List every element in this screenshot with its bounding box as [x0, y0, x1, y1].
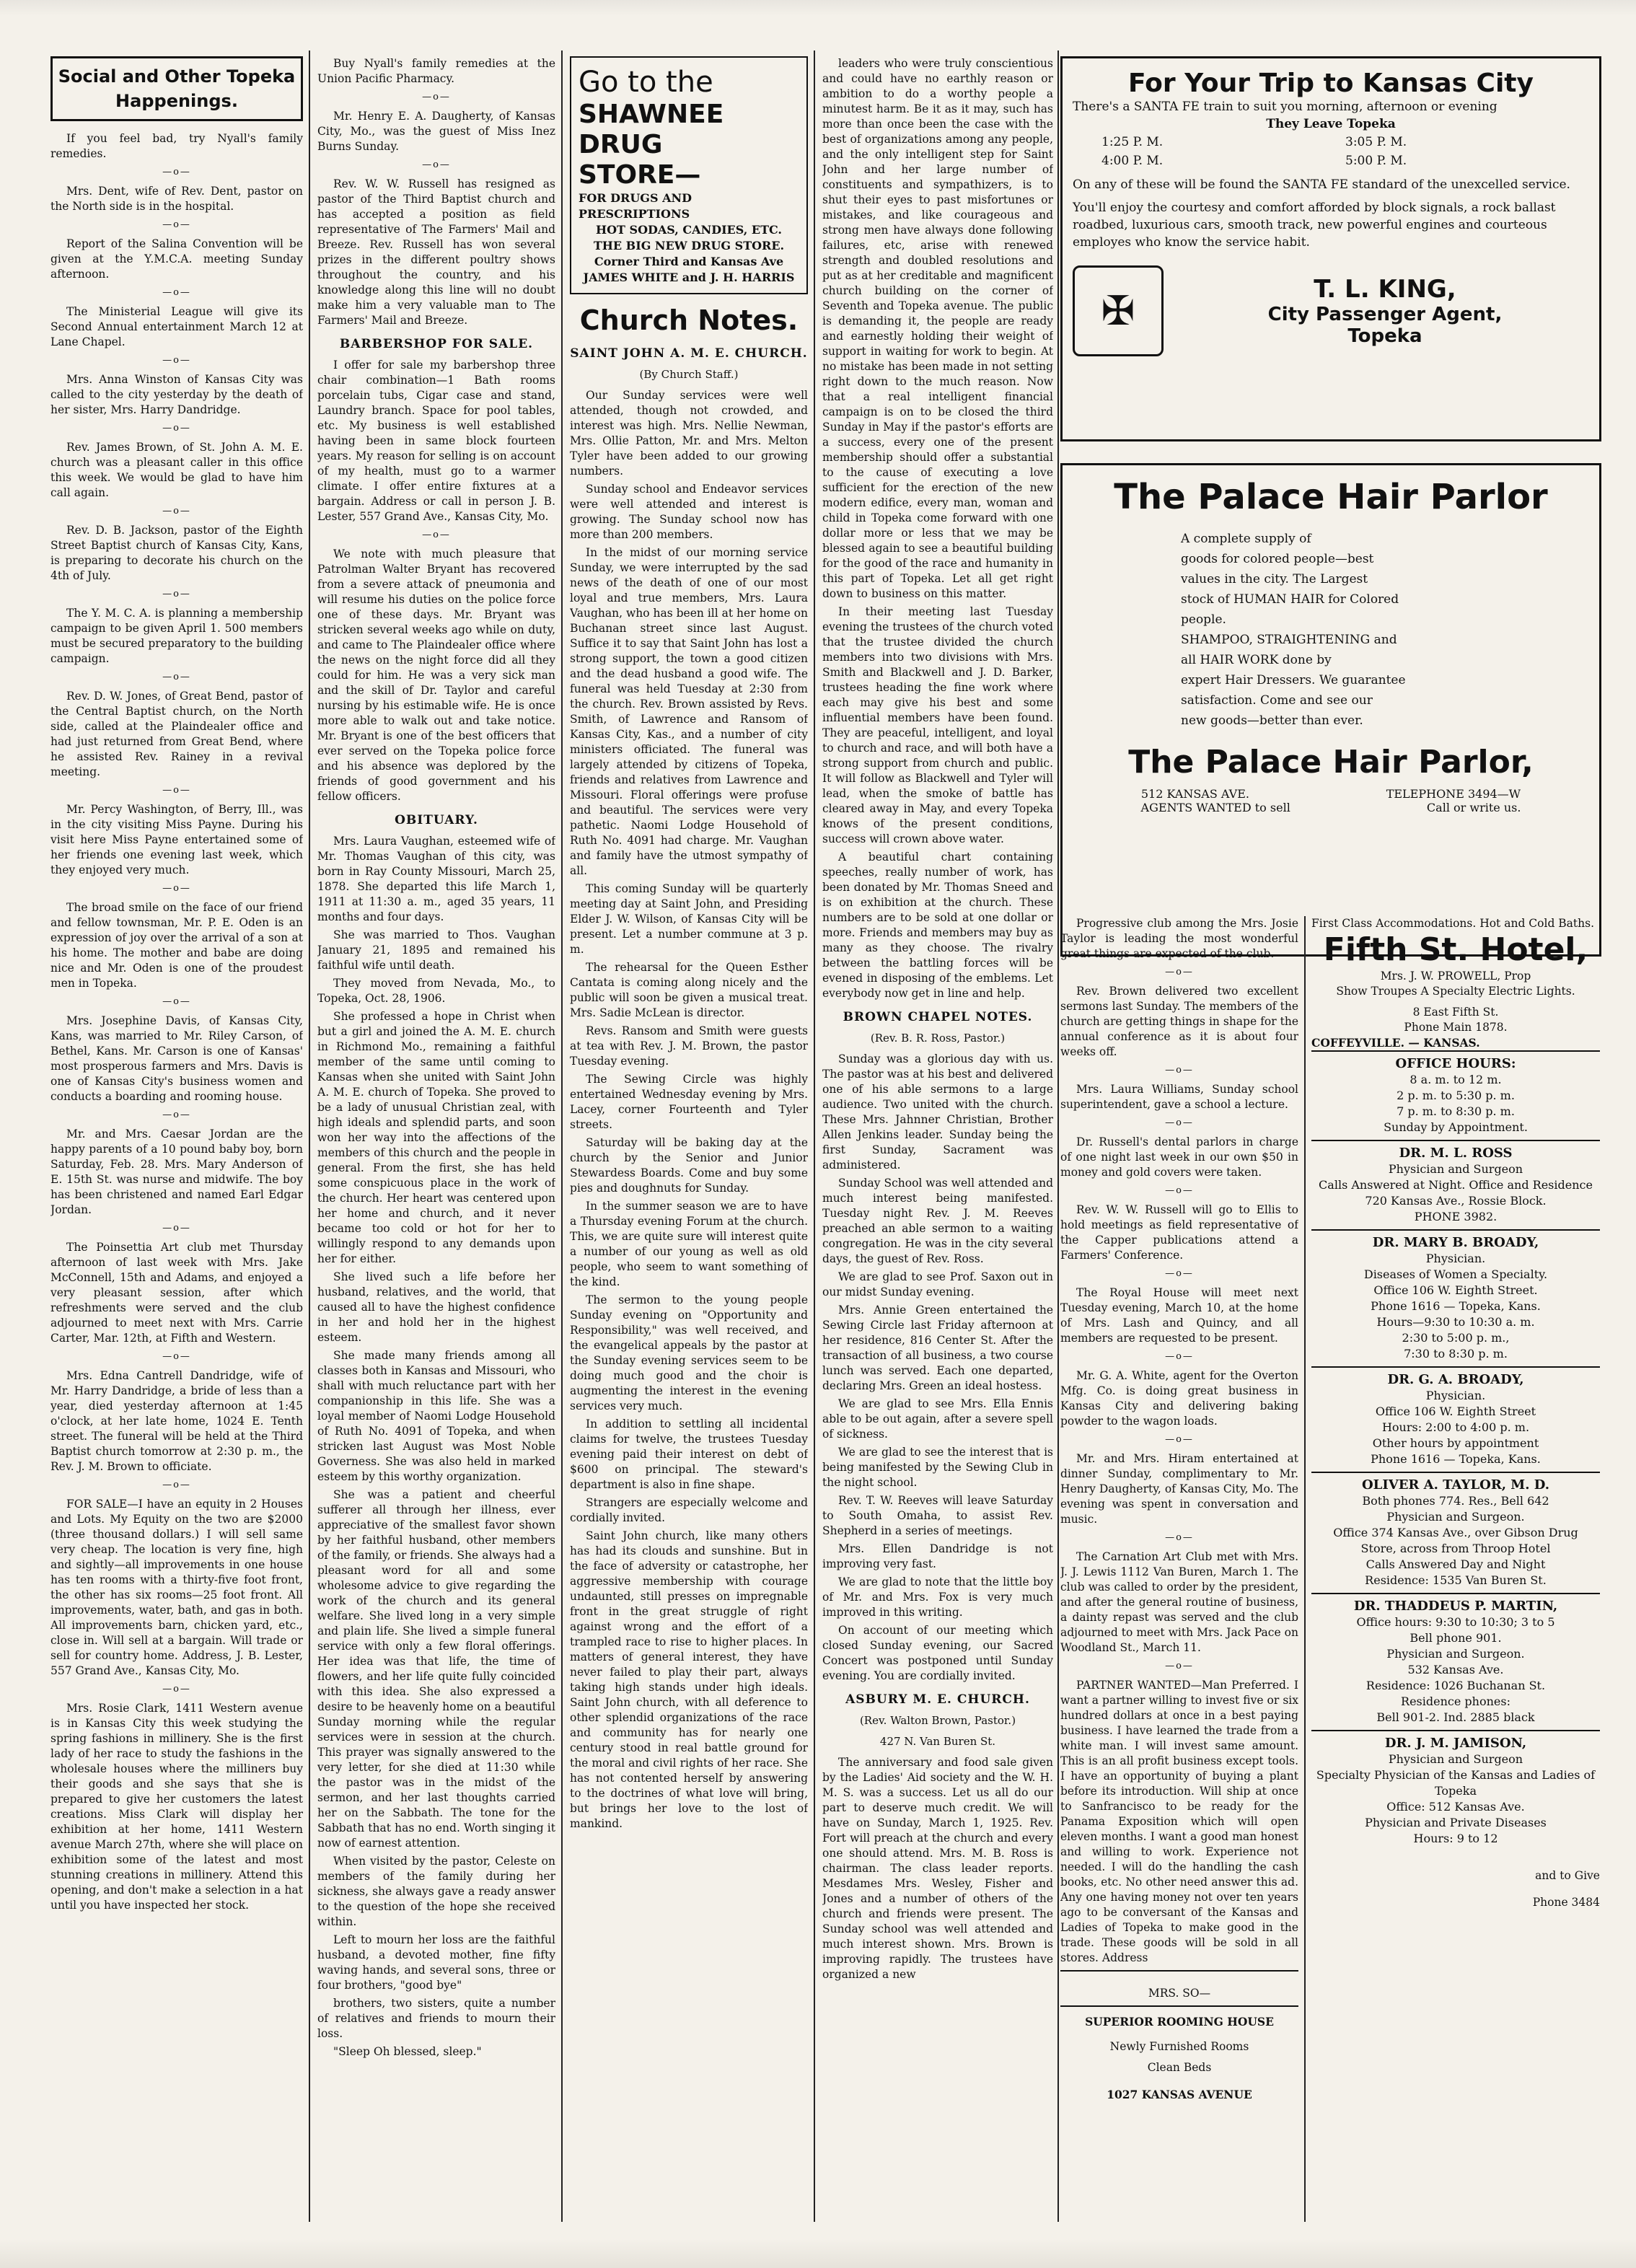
professional-card: [1311, 1366, 1600, 1472]
article-paragraph: Mrs. Rosie Clark, 1411 Western avenue is in Kansas City this week studying the spring fashions in millinery. She is the first lady of her race to study the fashions in the wholesale houses where the milliners buy their goods and she says that she is prepared to give her customers the latest creations. Miss Clark will display her exhibition at her home, 1411 Western avenue March 27th, where she will place on exhibition some of the latest and most stunning creations in millinery. Attend this opening, and don't make a selection in a hat until you have inspected her stock.: [50, 1702, 303, 1912]
bryant-article: We note with much pleasure that Patrolman Walter Bryant has recovered from a severe attack of pneumonia and will resume his duties on the police force one of these days. Mr. Bryant was stricken several weeks ago while on duty, and came to The Plaindealer office where the news on the night force did all they could for him. He was a very sick man and the skill of Dr. Taylor and careful nursing by his estimable wife. He is once more able to walk out and take notice. Mr. Bryant is one of the best officers that ever served on the Topeka police force and his absence was deplored by the friends of good government and his fellow officers.: [317, 548, 555, 803]
card-line: PHONE 3982.: [1414, 1210, 1498, 1223]
card-line: Bell 901-2. Ind. 2885 black: [1376, 1710, 1535, 1724]
card-heading: DR. THADDEUS P. MARTIN,: [1353, 1599, 1558, 1614]
hotel-city: COFFEYVILLE. — KANSAS.: [1311, 1036, 1480, 1050]
separator: —o—: [1165, 1661, 1194, 1671]
hotel-address: 8 East Fifth St.: [1412, 1006, 1499, 1019]
column-2: [317, 56, 555, 2213]
article-paragraph: brothers, two sisters, quite a number of relatives and friends to mourn their loss.: [317, 1997, 555, 2040]
article-paragraph: Dr. Russell's dental parlors in charge of one night last week in our own $50 in money and gold covers were taken.: [1060, 1135, 1298, 1179]
kc-agent-city: Topeka: [1347, 325, 1422, 347]
card-line: Physician and Surgeon.: [1386, 1647, 1525, 1661]
card-heading: DR. MARY B. BROADY,: [1372, 1235, 1539, 1250]
kc-ad-line3: You'll enjoy the courtesy and comfort afforded by block signals, a rock ballast roadbed, luxurious cars, smooth track, new powerful engines and courteous employes who know the service habit.: [1073, 201, 1556, 250]
article-paragraph: Our Sunday services were well attended, though not crowded, and interest was high. Mrs. Nellie Newman, Mrs. Ollie Patton, Mr. and Mrs. Melton Tyler have been added to our growing numbers.: [570, 389, 808, 478]
kc-schedule-time: 3:05 P. M.: [1345, 135, 1407, 149]
card-line: Calls Answered Day and Night: [1365, 1557, 1546, 1571]
card-line: Physician and Surgeon: [1388, 1752, 1523, 1766]
article-paragraph: Revs. Ransom and Smith were guests at tea with Rev. J. M. Brown, the pastor Tuesday evening.: [570, 1024, 808, 1068]
kc-ad-line1: There's a SANTA FE train to suit you morning, afternoon or evening: [1073, 100, 1498, 114]
article-paragraph: She professed a hope in Christ when but a girl and joined the A. M. E. church in Richmond Mo., remaining a faithful member of the same until coming to Kansas when she united with Saint John A. M. E. church of Topeka. She proved to be a lady of unusual Christian zeal, with high ideals and splendid parts, and soon won her way into the affections of the members of this church and the people in general. From the first, she has held some conspicuous place in the work of the church. Her heart was centered upon her home and church, and it never became too cold or hot for her to willingly respond to any demands upon her for either.: [317, 1010, 555, 1265]
column-rule-3: [814, 50, 815, 2222]
separator: —o—: [1165, 1065, 1194, 1076]
article-paragraph: PARTNER WANTED—Man Preferred. I want a partner willing to invest five or six hundred dollars at once in a best paying business. I have learned the trade from a white man. I will invest same amount. This is an all profit business except tools. I have an opportunity of buying a plant before its introduction. Will ship at once to Sanfrancisco to be ready for the Panama Exposition which will open eleven months. I want a good man honest and willing to work. Experience not needed. I will do the handling the cash books, etc. No other need answer this ad. Any one having money not over ten years ago to be conversant of the Kansas and Ladies of Topeka to make good in the trade. These goods will be sold in all stores. Address: [1060, 1679, 1298, 1964]
separator: —o—: [162, 1109, 191, 1120]
separator: —o—: [1165, 1268, 1194, 1279]
separator: —o—: [1165, 1351, 1194, 1362]
article-paragraph: Mr. G. A. White, agent for the Overton Mfg. Co. is doing great business in Kansas City and delivering baking powder to the wagon loads.: [1060, 1369, 1298, 1428]
column-rule-5: [1304, 916, 1306, 2222]
separator: —o—: [1165, 1117, 1194, 1128]
divider: [1060, 2005, 1298, 2007]
separator: —o—: [162, 883, 191, 894]
article-paragraph: Mr. and Mrs. Hiram entertained at dinner Sunday, complimentary to Mr. Henry Daugherty, of Kansas City, Mo. The evening was spent in conversation and music.: [1060, 1452, 1298, 1526]
card-line: Other hours by appointment: [1372, 1436, 1539, 1450]
hotel-first-class: First Class Accommodations. Hot and Cold Baths.: [1311, 917, 1595, 930]
article-paragraph: We are glad to see Mrs. Ella Ennis able to be out again, after a severe spell of sickness.: [822, 1397, 1053, 1441]
shawnee-for-drugs: FOR DRUGS AND PRESCRIPTIONS: [579, 191, 692, 221]
article-paragraph: Mrs. Josephine Davis, of Kansas City, Kans, was married to Mr. Riley Carson, of Bethel, Kans. Mr. Carson is one of Kansas' most prosperous farmers and Mrs. Davis is one of Kansas City's business women and conducts a boarding and rooming house.: [50, 1014, 303, 1103]
kc-schedule-time: 1:25 P. M.: [1101, 135, 1164, 149]
card-line: 532 Kansas Ave.: [1407, 1663, 1504, 1676]
card-line: Office 374 Kansas Ave., over Gibson Drug Store, across from Throop Hotel: [1333, 1526, 1578, 1555]
kansas-city-trip-ad: [1060, 56, 1601, 441]
article-paragraph: She was married to Thos. Vaughan January 21, 1895 and remained his faithful wife until death.: [317, 928, 555, 972]
rooming-house-address: 1027 KANSAS AVENUE: [1107, 2088, 1252, 2101]
page-top-edge: [0, 0, 1636, 16]
rooming-house-title: SUPERIOR ROOMING HOUSE: [1085, 2015, 1274, 2029]
card-line: 7 p. m. to 8:30 p. m.: [1397, 1104, 1515, 1118]
asbury-address: 427 N. Van Buren St.: [879, 1735, 996, 1748]
separator: —o—: [1165, 1434, 1194, 1445]
article-paragraph: Rev. W. W. Russell has resigned as pastor of the Third Baptist church and has accepted a position as field representative of The Farmers' Mail and Breeze. Rev. Russell has won several prizes in the different poultry shows throughout the country, and his knowledge along this line will no doubt make him a very valuable man to The Farmers' Mail and Breeze.: [317, 177, 555, 327]
column-rule-2: [561, 50, 563, 2222]
asbury-heading: ASBURY M. E. CHURCH.: [845, 1692, 1030, 1707]
palace-title-2: The Palace Hair Parlor,: [1128, 744, 1534, 781]
separator: —o—: [162, 785, 191, 796]
palace-title: The Palace Hair Parlor: [1114, 477, 1548, 517]
card-line: Specialty Physician of the Kansas and Ladies of Topeka: [1316, 1768, 1596, 1798]
article-paragraph: She lived such a life before her husband, relatives, and the world, that caused all to have the highest confidence in her and hold her in the highest esteem.: [317, 1270, 555, 1344]
obituary-articles: [317, 834, 555, 2060]
separator: —o—: [422, 159, 451, 170]
article-paragraph: Sunday School was well attended and much interest being manifested. Tuesday night Rev. J. M. Reeves preached an able sermon to a waiting congregation. He was in the city several days, the guest of Rev. Ross.: [822, 1177, 1053, 1265]
separator: —o—: [162, 672, 191, 682]
article-paragraph: "Sleep Oh blessed, sleep.": [333, 2045, 482, 2058]
st-john-byline: (By Church Staff.): [639, 368, 739, 381]
article-paragraph: If you feel bad, try Nyall's family remedies.: [50, 132, 303, 160]
article-paragraph: The Poinsettia Art club met Thursday afternoon of last week with Mrs. Jake McConnell, 15th and Adams, and enjoyed a very pleasant session, after which refreshments were served and the club adjourned to meet next with Mrs. Carrie Carter, Mar. 12th, at Fifth and Western.: [50, 1241, 303, 1345]
kc-schedule-time: 5:00 P. M.: [1345, 154, 1407, 168]
separator: —o—: [422, 92, 451, 102]
article-paragraph: The Royal House will meet next Tuesday evening, March 10, at the home of Mrs. Lash and Quincy, and all members are requested to be present.: [1060, 1286, 1298, 1345]
article-paragraph: In the summer season we are to have a Thursday evening Forum at the church. This, we are quite sure will interest quite a number of our young as well as old people, who seem to want something of the kind.: [570, 1200, 808, 1288]
article-paragraph: The broad smile on the face of our friend and fellow townsman, Mr. P. E. Oden is an expression of joy over the arrival of a son at his home. The mother and babe are doing nice and Mr. Oden is one of the proudest men in Topeka.: [50, 901, 303, 990]
article-paragraph: In the midst of our morning service Sunday, we were interrupted by the sad news of the death of one of our most loyal and true members, Mrs. Laura Vaughan, who has been ill at her home on Buchanan street since last August. Suffice it to say that Saint John has lost a strong support, the town a good citizen and the dead husband a good wife. The funeral was held Tuesday at 2:30 from the church. Rev. Brown assisted by Revs. Smith, of Lawrence and Ransom of Kansas City, Kas., and a number of city ministers officiated. The funeral was largely attended by citizens of Topeka, friends and relatives from Lawrence and Missouri. Floral offerings were profuse and beautiful. The services were very pathetic. Naomi Lodge Household of Ruth No. 4091 had charge. Mr. Vaughan and family have the utmost sympathy of all.: [570, 546, 808, 877]
article-paragraph: Mrs. Annie Green entertained the Sewing Circle last Friday afternoon at her residence, 816 Center St. After the transaction of all business, a two course lunch was served. Each one departed, declaring Mrs. Green an ideal hostess.: [822, 1304, 1053, 1392]
santa-fe-emblem-icon: ✠: [1073, 265, 1164, 356]
card-line: Physician.: [1425, 1389, 1486, 1402]
palace-agents-wanted: AGENTS WANTED to sell: [1140, 801, 1290, 814]
palace-ad-line: people.: [1181, 612, 1226, 627]
card-line: Physician and Surgeon.: [1386, 1510, 1525, 1524]
separator: —o—: [162, 1480, 191, 1490]
palace-hair-parlor-ad: [1060, 463, 1601, 957]
card-line: Both phones 774. Res., Bell 642: [1362, 1494, 1549, 1508]
column-4-top-articles: [822, 56, 1053, 1001]
article-paragraph: The Sewing Circle was highly entertained Wednesday evening by Mrs. Lacey, corner Fourteenth and Tyler streets.: [570, 1073, 808, 1131]
article-paragraph: A beautiful chart containing speeches, really number of work, has been donated by Mr. Thomas Sneed and is on exhibition at the church. These numbers are to be sold at one dollar or more. Friends and members may buy as many as they choose. The rivalry between the battling forces will be evened in disposing of the emblems. Let everybody now get in line and help.: [822, 850, 1053, 1000]
palace-ad-lines: [1073, 529, 1589, 731]
professional-card: [1311, 1050, 1600, 1140]
card-line: Bell phone 901.: [1409, 1631, 1502, 1645]
article-paragraph: In addition to settling all incidental claims for twelve, the trustees Tuesday evening paid their interest on debt of $600 on principal. The steward's department is also in fine shape.: [570, 1418, 808, 1491]
article-paragraph: Progressive club among the Mrs. Josie Taylor is leading the most wonderful great things are expected of the club.: [1060, 917, 1298, 960]
social-happenings-heading: Social and Other Topeka Happenings.: [50, 56, 303, 121]
separator: —o—: [1165, 1185, 1194, 1196]
article-paragraph: She made many friends among all classes both in Kansas and Missouri, who shall with much reluctance part with her companionship in this life. She was a loyal member of Naomi Lodge Household of Ruth No. 4091 of Topeka, and when stricken last August was Most Noble Governess. She was also held in marked esteem by this worthy organization.: [317, 1349, 555, 1483]
hotel-phone: Phone Main 1878.: [1404, 1021, 1508, 1034]
article-paragraph: Mr. and Mrs. Caesar Jordan are the happy parents of a 10 pound baby boy, born Saturday, Feb. 28. Mrs. Mary Anderson of E. 15th St. was nurse and midwife. The boy has been christened and named Earl Edgar Jordan.: [50, 1128, 303, 1216]
card-heading: DR. G. A. BROADY,: [1387, 1372, 1524, 1387]
church-notes-heading: Church Notes.: [579, 304, 799, 336]
article-paragraph: Mrs. Laura Williams, Sunday school superintendent, gave a school a lecture.: [1060, 1083, 1298, 1111]
hotel-prop: Mrs. J. W. PROWELL, Prop: [1380, 970, 1531, 983]
article-paragraph: Buy Nyall's family remedies at the Union Pacific Pharmacy.: [317, 57, 555, 85]
article-paragraph: The sermon to the young people Sunday evening on "Opportunity and Responsibility," was well received, and the evangelical appeals by the pastor at the Sunday evening services seem to be doing much good and the choir is augmenting the interest in the evening services very much.: [570, 1293, 808, 1412]
palace-ad-line: SHAMPOO, STRAIGHTENING and: [1181, 633, 1397, 647]
article-paragraph: Left to mourn her loss are the faithful husband, a devoted mother, fine fifty waving hands, and several sons, three or four brothers, "good bye": [317, 1933, 555, 1992]
article-paragraph: The Carnation Art Club met with Mrs. J. J. Lewis 1112 Van Buren, March 1. The club was called to order by the president, and after the general routine of business, a dainty repast was served and the club adjourned to meet with Mrs. Jack Pace on Woodland St., March 11.: [1060, 1550, 1298, 1654]
article-paragraph: She was a patient and cheerful sufferer all through her illness, ever appreciative of the smallest favor shown by her faithful husband, other members of the family, or friends. She always had a pleasant word for all and some wholesome advice to give regarding the work of the church and its general welfare. She lived long in a very simple and plain life. She lived a simple funeral service with only a few floral offerings. Her idea was that life, the time of flowers, and her life quite fully coincided with this idea. She also expressed a desire to be heavenly home on a beautiful Sunday morning while the regular services were in session at the church. This prayer was signally answered to the very letter, for she died at 11:30 while the pastor was in the midst of the sermon, and her last thoughts carried her on the Sabbath. The tone for the Sabbath that has no end. Worth singing it now of earnest attention.: [317, 1488, 555, 1850]
card-heading: OFFICE HOURS:: [1395, 1056, 1516, 1071]
card-line: Physician.: [1425, 1252, 1486, 1265]
mrs-so-line: MRS. SO—: [1148, 1987, 1211, 2000]
separator: —o—: [162, 167, 191, 177]
article-paragraph: Mrs. Ellen Dandridge is not improving very fast.: [822, 1542, 1053, 1570]
palace-telephone: TELEPHONE 3494—W: [1386, 787, 1521, 801]
obituary-heading: OBITUARY.: [395, 813, 478, 827]
article-paragraph: Rev. James Brown, of St. John A. M. E. church was a pleasant caller in this office this week. We would be glad to have him call again.: [50, 441, 303, 499]
asbury-byline: (Rev. Walton Brown, Pastor.): [859, 1714, 1016, 1727]
article-paragraph: Rev. D. B. Jackson, pastor of the Eighth Street Baptist church of Kansas City, Kans, is preparing to decorate his church on the 4th of July.: [50, 524, 303, 582]
card-line: Physician and Surgeon: [1388, 1162, 1523, 1176]
professional-card: [1311, 1472, 1600, 1593]
column-5: [1060, 916, 1298, 2215]
separator: —o—: [162, 1684, 191, 1695]
palace-agents: [1073, 801, 1589, 814]
professional-card: [1311, 1730, 1600, 1851]
separator: —o—: [162, 1351, 191, 1362]
column-3: [570, 56, 808, 2213]
palace-ad-line: new goods—better than ever.: [1181, 713, 1363, 728]
article-paragraph: Sunday school and Endeavor services were well attended and interest is growing. The Sunday school now has more than 200 members.: [570, 483, 808, 541]
rooming-house-newly: Newly Furnished Rooms: [1109, 2040, 1249, 2053]
article-paragraph: Mr. Percy Washington, of Berry, Ill., was in the city visiting Miss Payne. During his visit here Miss Payne entertained some of her friends one evening last week, which they enjoyed very much.: [50, 803, 303, 876]
article-paragraph: leaders who were truly conscientious and could have no earthly reason or ambition to do a worthy people a minutest harm. Be it as it may, such has more than once been the case with the best of organizations among any people, and the only intelligent step for Saint John and her large number of constituents and sympathizers, is to shut their eyes to past misfortunes or mistakes, and like courageous and strong men have always done following failures, etc, arise with renewed strength and doubled resolutions and put as at her creditable and magnificent church building on the corner of Seventh and Topeka avenue. The public is demanding it, the people are ready and earnestly holding their weight of support in waiting for work to begin. At no mistake has been made in not setting right down to the much reason. Now that a real intelligent financial campaign is on to be closed the third Sunday in May if the pastor's efforts are a success, every one of the present membership should offer a substantial to the cause of executing a love sufficient for the erection of the new modern edifice, every man, woman and child in Topeka come forward with one dollar more or less that we may be blessed again to see a beautiful building for the good of the race and humanity in this part of Topeka. Let all get right down to business on this matter.: [822, 57, 1053, 600]
professional-card: [1311, 1229, 1600, 1366]
separator: —o—: [162, 355, 191, 366]
bottom-phone: Phone 3484: [1532, 1896, 1600, 1909]
column-6: [1311, 916, 1600, 2215]
shawnee-corner: Corner Third and Kansas Ave JAMES WHITE and J. H. HARRIS: [583, 255, 795, 284]
article-paragraph: We are glad to note that the little boy of Mr. and Mrs. Fox is very much improved in this writing.: [822, 1575, 1053, 1619]
card-heading: OLIVER A. TAYLOR, M. D.: [1361, 1477, 1549, 1493]
bottom-give: and to Give: [1535, 1869, 1600, 1882]
article-paragraph: Mrs. Laura Vaughan, esteemed wife of Mr. Thomas Vaughan of this city, was born in Ray County Missouri, March 25, 1878. She departed this life March 1, 1911 at 11:30 a. m., aged 35 years, 11 months and four days.: [317, 835, 555, 923]
article-paragraph: Strangers are especially welcome and cordially invited.: [570, 1496, 808, 1524]
separator: —o—: [162, 1223, 191, 1234]
card-line: 2 p. m. to 5:30 p. m.: [1397, 1089, 1515, 1102]
column-rule-1: [309, 50, 310, 2222]
asbury-article: The anniversary and food sale given by the Ladies' Aid society and the W. H. M. S. was a success. Let us all do our part to deserve much credit. We will have on Sunday, March 1, 1925. Rev. Fort will preach at the church and every one should attend. Mrs. M. B. Ross is chairman. The class leader reports. Mesdames Mrs. Wesley, Fisher and Jones and a number of others of the church and friends were present. The Sunday school was well attended and much interest shown. Mrs. Brown is improving rapidly. The trustees have organized a new: [822, 1756, 1053, 1981]
separator: —o—: [162, 506, 191, 517]
article-paragraph: The Ministerial League will give its Second Annual entertainment March 12 at Lane Chapel.: [50, 305, 303, 348]
card-line: Hours—9:30 to 10:30 a. m.: [1376, 1315, 1535, 1329]
palace-contact: [1073, 787, 1589, 801]
shawnee-big-new: THE BIG NEW DRUG STORE.: [593, 239, 785, 252]
article-paragraph: Report of the Salina Convention will be given at the Y.M.C.A. meeting Sunday afternoon.: [50, 237, 303, 281]
kc-agent-title: City Passenger Agent,: [1267, 304, 1503, 325]
kc-schedule-time: 4:00 P. M.: [1101, 154, 1164, 168]
article-paragraph: Mrs. Dent, wife of Rev. Dent, pastor on the North side is in the hospital.: [50, 185, 303, 213]
article-paragraph: Mrs. Edna Cantrell Dandridge, wife of Mr. Harry Dandridge, a bride of less than a year, died yesterday afternoon at 1:45 o'clock, at her late home, 1024 E. Tenth street. The funeral will be held at the Third Baptist church tomorrow at 2:30 p. m., the Rev. J. M. Brown to officiate.: [50, 1369, 303, 1473]
card-line: Phone 1616 — Topeka, Kans.: [1371, 1299, 1541, 1313]
st-john-heading: SAINT JOHN A. M. E. CHURCH.: [570, 346, 808, 361]
barbershop-heading: BARBERSHOP FOR SALE.: [339, 337, 534, 351]
palace-ad-line: goods for colored people—best: [1181, 552, 1374, 566]
card-line: Hours: 2:00 to 4:00 p. m.: [1381, 1420, 1530, 1434]
article-paragraph: When visited by the pastor, Celeste on members of the family during her sickness, she always gave a ready answer to the question of the hope she received within.: [317, 1855, 555, 1928]
kc-ad-title: For Your Trip to Kansas City: [1128, 69, 1534, 98]
brown-chapel-articles: [822, 1052, 1053, 1684]
shawnee-drug-store-ad: [570, 56, 808, 294]
article-paragraph: This coming Sunday will be quarterly meeting day at Saint John, and Presiding Elder J. W. Wilson, of Kansas City will be present. Let a number commune at 3 p. m.: [570, 882, 808, 956]
card-line: Office hours: 9:30 to 10:30; 3 to 5: [1356, 1615, 1555, 1629]
kc-agent-name: T. L. KING,: [1314, 275, 1456, 304]
column-rule-4: [1057, 50, 1059, 2222]
separator: —o—: [1165, 967, 1194, 977]
separator: —o—: [162, 589, 191, 599]
rooming-house-clean: Clean Beds: [1147, 2061, 1212, 2074]
article-paragraph: Saturday will be baking day at the church by the Senior and Junior Stewardess Boards. Come and buy some pies and doughnuts for Sunday.: [570, 1136, 808, 1195]
article-paragraph: Mrs. Anna Winston of Kansas City was called to the city yesterday by the death of her sister, Mrs. Harry Dandridge.: [50, 373, 303, 416]
kc-schedule: [1073, 133, 1589, 170]
column-1: [50, 56, 303, 2213]
page-bottom-edge: [0, 2239, 1636, 2268]
article-paragraph: The Y. M. C. A. is planning a membership campaign to be given April 1. 500 members must be secured preparatory to the building campaign.: [50, 607, 303, 665]
article-paragraph: The rehearsal for the Queen Esther Cantata is coming along nicely and the public will soon be given a musical treat. Mrs. Sadie McLean is director.: [570, 961, 808, 1019]
shawnee-name-line2: STORE—: [579, 160, 701, 190]
column-2-top-articles: [317, 56, 555, 328]
palace-ad-line: all HAIR WORK done by: [1181, 653, 1332, 667]
hotel-show: Show Troupes A Specialty Electric Lights.: [1336, 985, 1575, 998]
card-line: Residence: 1026 Buchanan St.: [1365, 1679, 1546, 1692]
palace-ad-line: A complete supply of: [1181, 532, 1311, 546]
brown-chapel-heading: BROWN CHAPEL NOTES.: [843, 1010, 1033, 1024]
kc-ad-line2: On any of these will be found the SANTA FE standard of the unexcelled service.: [1073, 177, 1570, 192]
column-3-articles: [570, 388, 808, 1832]
separator: —o—: [162, 423, 191, 434]
professional-card: [1311, 1140, 1600, 1229]
article-paragraph: On account of our meeting which closed Sunday evening, our Sacred Concert was postponed until Sunday evening. You are cordially invited.: [822, 1624, 1053, 1682]
card-line: 2:30 to 5:00 p. m.,: [1402, 1331, 1510, 1345]
separator: —o—: [162, 219, 191, 230]
kc-ad-leave: They Leave Topeka: [1266, 117, 1396, 131]
card-line: Residence phones:: [1401, 1695, 1510, 1708]
separator: —o—: [162, 996, 191, 1007]
article-paragraph: Rev. T. W. Reeves will leave Saturday to South Omaha, to assist Rev. Shepherd in a series of meetings.: [822, 1494, 1053, 1537]
article-paragraph: Rev. D. W. Jones, of Great Bend, pastor of the Central Baptist church, on the North side, called at the Plaindealer office and had just returned from Great Bend, where he assisted Rev. Rainey in a revival meeting.: [50, 690, 303, 778]
card-line: Hours: 9 to 12: [1413, 1832, 1498, 1845]
palace-call: Call or write us.: [1426, 801, 1521, 814]
article-paragraph: Rev. Brown delivered two excellent sermons last Sunday. The members of the church are getting things in shape for the annual conference as it is about four weeks off.: [1060, 985, 1298, 1058]
column-1-articles: [50, 131, 303, 1913]
card-line: Sunday by Appointment.: [1384, 1120, 1528, 1134]
palace-ad-line: values in the city. The Largest: [1181, 572, 1368, 586]
barbershop-ad-text: I offer for sale my barbershop three chair combination—1 Bath rooms porcelain tubs, Cigar case and stand, Laundry branch. Space for pool tables, etc. My business is well established having been in same block fourteen years. My reason for selling is on account of my health, must go to a warmer climate. I offer entire fixtures at a bargain. Address or call in person J. B. Lester, 557 Grand Ave., Kansas City, Mo.: [317, 359, 555, 523]
card-line: Office 106 W. Eighth Street.: [1373, 1283, 1538, 1297]
card-line: Physician and Private Diseases: [1365, 1816, 1547, 1829]
palace-address: 512 KANSAS AVE.: [1140, 787, 1249, 801]
separator: —o—: [162, 287, 191, 298]
shawnee-sodas: HOT SODAS, CANDIES, ETC.: [595, 223, 782, 237]
card-line: 8 a. m. to 12 m.: [1409, 1073, 1502, 1086]
hotel-title: Fifth St. Hotel,: [1323, 931, 1588, 968]
palace-ad-line: stock of HUMAN HAIR for Colored: [1181, 592, 1399, 607]
professional-cards: [1311, 1050, 1600, 1851]
article-paragraph: Mr. Henry E. A. Daugherty, of Kansas City, Mo., was the guest of Miss Inez Burns Sunday.: [317, 110, 555, 153]
professional-card: [1311, 1593, 1600, 1730]
card-heading: DR. M. L. ROSS: [1399, 1146, 1513, 1161]
card-line: 7:30 to 8:30 p. m.: [1404, 1347, 1508, 1361]
divider: [1060, 1970, 1298, 1972]
card-line: Office 106 W. Eighth Street: [1375, 1405, 1536, 1418]
article-paragraph: Rev. W. W. Russell will go to Ellis to hold meetings as field representative of the Capper publications attend a Farmers' Conference.: [1060, 1203, 1298, 1262]
palace-ad-line: satisfaction. Come and see our: [1181, 693, 1373, 708]
card-line: Calls Answered at Night. Office and Residence 720 Kansas Ave., Rossie Block.: [1319, 1178, 1593, 1208]
shawnee-go-to: Go to the: [579, 66, 713, 99]
article-paragraph: Saint John church, like many others has had its clouds and sunshine. But in the face of adversity or catastrophe, her aggressive membership with courage undaunted, still presses on impregnable front in the great struggle of right against wrong and the effort of a trampled race to rise to higher places. In matters of general interest, they have never failed to play their part, always taking high stands under high ideals. Saint John church, with all deference to other splendid organizations of the race and community has for nearly one century stood in real battle ground for the moral and civil rights of her race. She has not contented herself by answering to the doctrines of what love will bring, but brings her love to the lost of mankind.: [570, 1529, 808, 1830]
article-paragraph: In their meeting last Tuesday evening the trustees of the church voted that the trustee divided the church members into two divisions with Mrs. Smith and Blackwell and J. D. Barker, trustees heading the fine work where each may give his best and some influential members have been found. They are peaceful, intelligent, and loyal to church and race, and will both have a strong support from church and public. It will follow as Blackwell and Tyler will lead, when the smoke of battle has cleared away in May, and every Topeka knows of the present conditions, success will crown above water.: [822, 605, 1053, 845]
article-paragraph: Sunday was a glorious day with us. The pastor was at his best and delivered one of his able sermons to a large audience. Two united with the church. These Mrs. Jahnner Christian, Brother Allen Jenkins leader. Sunday being the first Sunday, Sacrament was administered.: [822, 1052, 1053, 1172]
article-paragraph: We are glad to see the interest that is being manifested by the Sewing Club in the night school.: [822, 1446, 1053, 1489]
article-paragraph: We are glad to see Prof. Saxon out in our midst Sunday evening.: [822, 1270, 1053, 1298]
kc-agent-block: [1073, 265, 1589, 356]
card-line: Office: 512 Kansas Ave.: [1386, 1800, 1525, 1814]
column-5-articles: [1060, 916, 1298, 1966]
article-paragraph: They moved from Nevada, Mo., to Topeka, Oct. 28, 1906.: [317, 977, 555, 1005]
card-line: Phone 1616 — Topeka, Kans.: [1371, 1452, 1541, 1466]
article-paragraph: FOR SALE—I have an equity in 2 Houses and Lots. My Equity on the two are $2000 (three thousand dollars.) I will sell same very cheap. The location is very fine, high and sightly—all improvements in one house has ten rooms with a thirty-five foot front, the other has six rooms—25 foot front. All improvements, water, bath, and gas in both. All improvements barn, chicken yard, etc., close in. Will sell at a bargain. Will trade or sell for country home. Address, J. B. Lester, 557 Grand Ave., Kansas City, Mo.: [50, 1498, 303, 1677]
palace-ad-line: expert Hair Dressers. We guarantee: [1181, 673, 1406, 687]
card-line: Residence: 1535 Van Buren St.: [1365, 1573, 1547, 1587]
shawnee-name-line1: SHAWNEE DRUG: [579, 100, 724, 159]
column-4: [822, 56, 1053, 2213]
brown-chapel-byline: (Rev. B. R. Ross, Pastor.): [870, 1032, 1006, 1045]
separator: —o—: [1165, 1532, 1194, 1543]
card-heading: DR. J. M. JAMISON,: [1384, 1736, 1527, 1751]
card-line: Diseases of Women a Specialty.: [1363, 1267, 1548, 1281]
separator: —o—: [422, 529, 451, 540]
